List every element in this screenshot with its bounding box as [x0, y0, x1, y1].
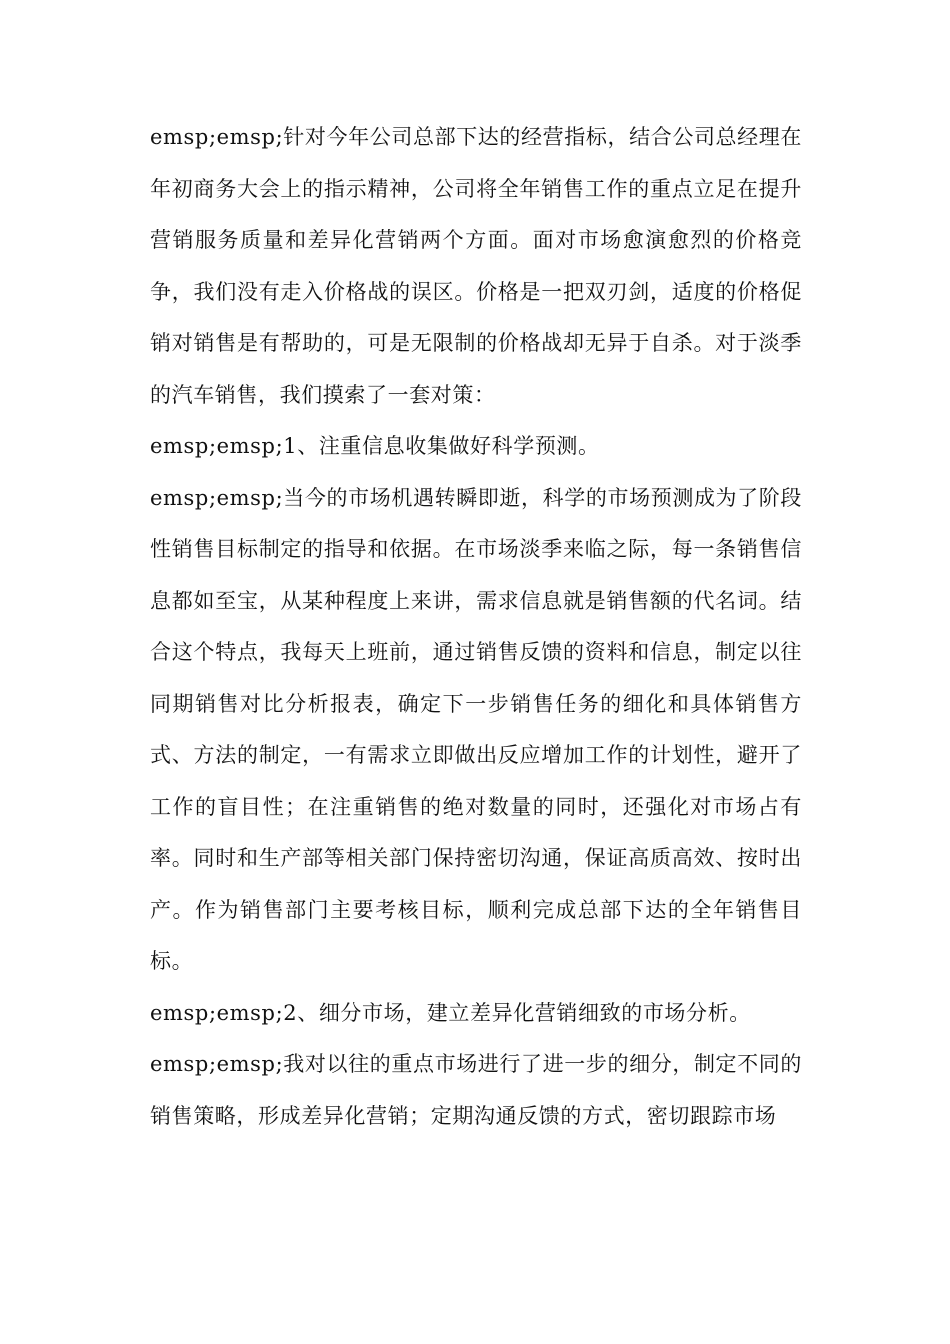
paragraph-intro: emsp;emsp;针对今年公司总部下达的经营指标，结合公司总经理在年初商务大会上的指示精神，公司将全年销售工作的重点立足在提升营销服务质量和差异化营销两个方面。面对市场愈演愈烈的价格竞争，我们没有走入价格战的误区。价格是一把双刃剑，适度的价格促销对销售是有帮助的，可是无限制的价格战却无异于自杀。对于淡季的汽车销售，我们摸索了一套对策： [150, 125, 802, 407]
paragraph-market-segmentation: emsp;emsp;我对以往的重点市场进行了进一步的细分，制定不同的销售策略，形成差异化营销；定期沟通反馈的方式，密切跟踪市场 [150, 1052, 802, 1128]
paragraph-info-collection: emsp;emsp;当今的市场机遇转瞬即逝，科学的市场预测成为了阶段性销售目标制定的指导和依据。在市场淡季来临之际，每一条销售信息都如至宝，从某种程度上来讲，需求信息就是销售额的代名词。结合这个特点，我每天上班前，通过销售反馈的资料和信息，制定以往同期销售对比分析报表，确定下一步销售任务的细化和具体销售方式、方法的制定，一有需求立即做出反应增加工作的计划性，避开了工作的盲目性；在注重销售的绝对数量的同时，还强化对市场占有率。同时和生产部等相关部门保持密切沟通，保证高质高效、按时出产。作为销售部门主要考核目标，顺利完成总部下达的全年销售目标。 [150, 485, 802, 973]
paragraph-heading-2: emsp;emsp;2、细分市场，建立差异化营销细致的市场分析。 [150, 1000, 751, 1025]
paragraph-heading-1: emsp;emsp;1、注重信息收集做好科学预测。 [150, 434, 600, 458]
document-body [150, 112, 802, 1142]
